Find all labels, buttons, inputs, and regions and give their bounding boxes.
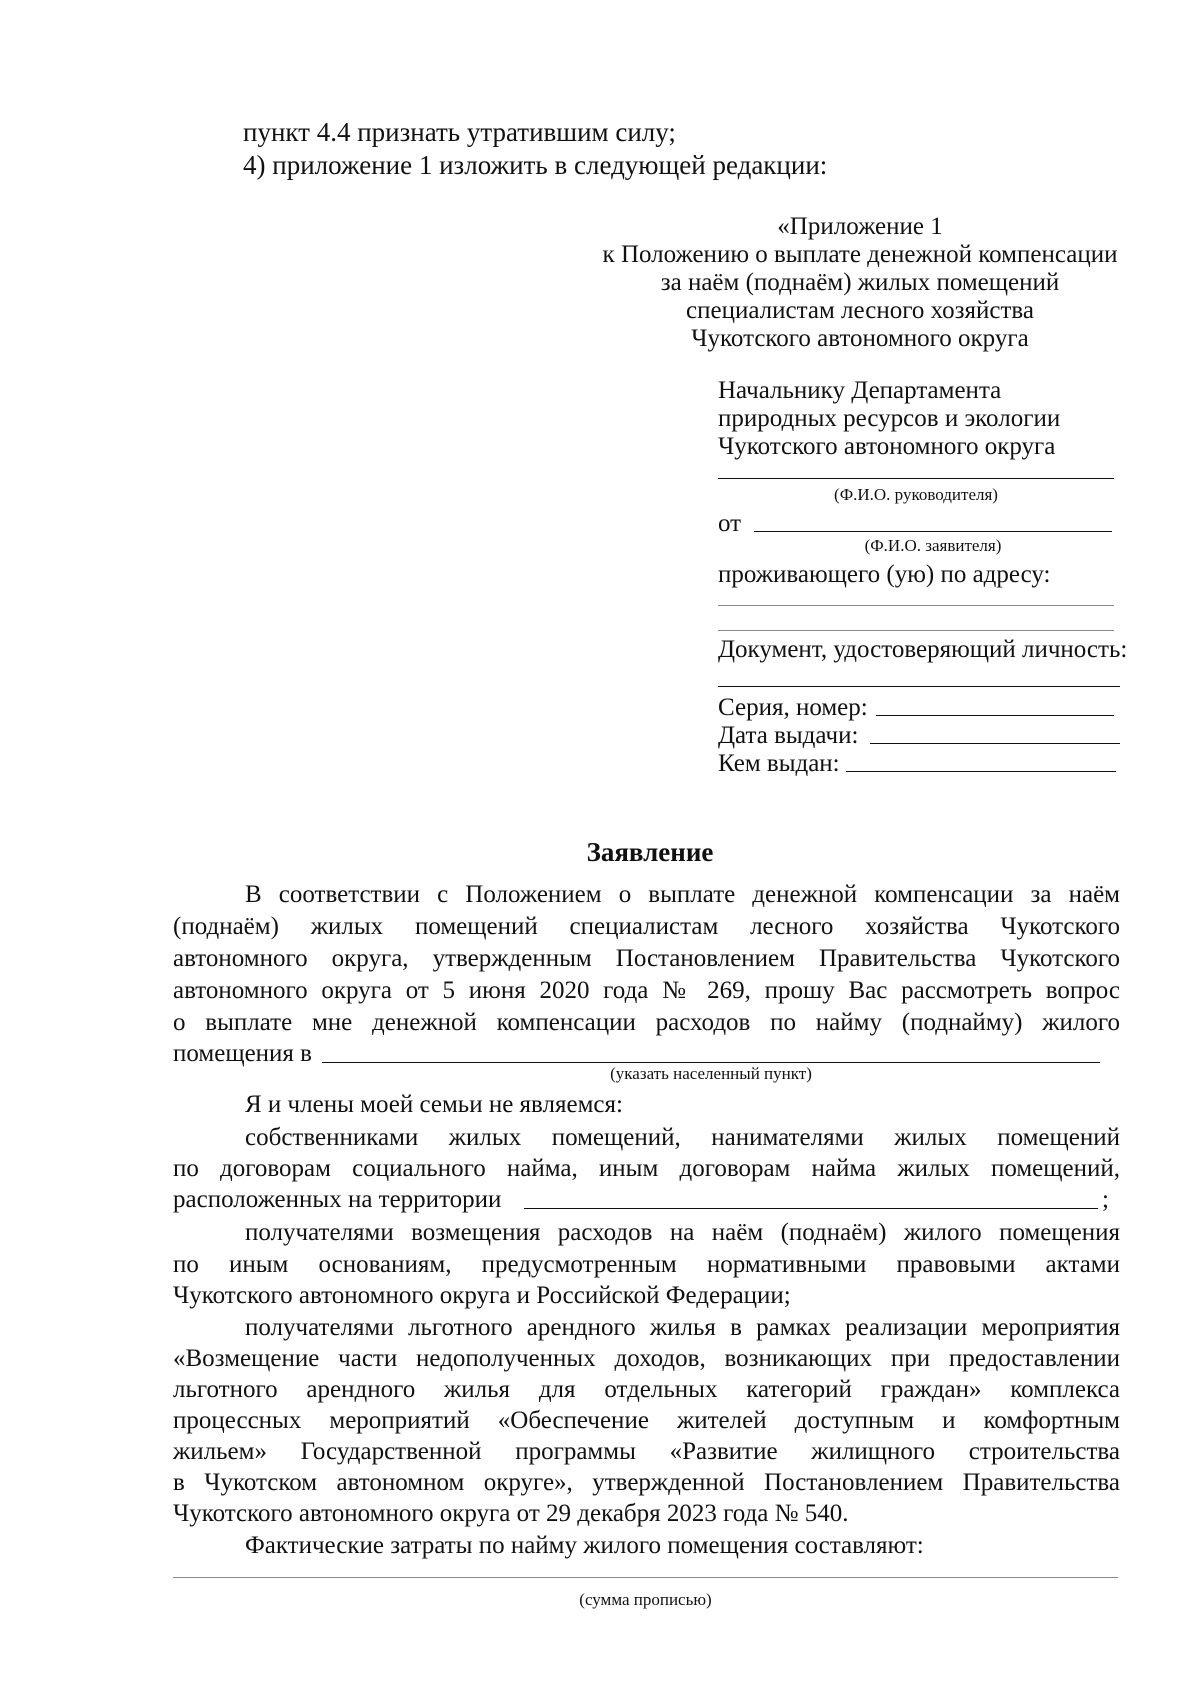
- appendix-line-4: специалистам лесного хозяйства: [686, 297, 1034, 324]
- appendix-line-1: «Приложение 1: [777, 213, 943, 240]
- intro-line-1: пункт 4.4 признать утратившим силу;: [243, 117, 676, 147]
- addressee-line-3: Чукотского автономного округа: [718, 433, 1056, 460]
- p1-line-2: (поднаём) жилых помещений специалистам лесного хозяйства Чукотского: [173, 913, 1120, 940]
- p3-line-2: по иным основаниям, предусмотренным нормативными правовыми актами: [173, 1251, 1120, 1278]
- statement-title: Заявление: [586, 837, 714, 867]
- head-name-field[interactable]: [718, 478, 1114, 479]
- residence-label: проживающего (ую) по адресу:: [718, 561, 1051, 588]
- appendix-line-3: за наём (поднаём) жилых помещений: [660, 269, 1060, 296]
- address-field-line-2[interactable]: [718, 630, 1114, 631]
- p1-line-6: помещения в: [173, 1040, 312, 1067]
- p1-line-3: автономного округа, утвержденным Постановлением Правительства Чукотского: [173, 945, 1120, 972]
- locality-caption: (указать населенный пункт): [610, 1064, 812, 1083]
- p2-line-3: расположенных на территории: [173, 1186, 502, 1213]
- head-name-caption: (Ф.И.О. руководителя): [834, 485, 998, 504]
- intro-line-2: 4) приложение 1 изложить в следующей редакции:: [243, 150, 828, 180]
- address-field-line-1[interactable]: [718, 605, 1114, 606]
- p4-line-3: льготного арендного жилья для отдельных категорий граждан» комплекса: [173, 1376, 1120, 1403]
- p4-line-1: получателями льготного арендного жилья в рамках реализации мероприятия: [245, 1314, 1120, 1341]
- addressee-line-1: Начальнику Департамента: [718, 377, 1002, 404]
- p2-end-semicolon: ;: [1102, 1186, 1109, 1213]
- issued-by-field[interactable]: [846, 771, 1116, 772]
- p4-line-6: в Чукотском автономном округе», утвержденной Постановлением Правительства: [173, 1469, 1120, 1496]
- p3-line-1: получателями возмещения расходов на наём (поднаём) жилого помещения: [245, 1219, 1120, 1246]
- p4-line-5: жильем» Государственной программы «Развитие жилищного строительства: [173, 1438, 1120, 1465]
- applicant-name-caption: (Ф.И.О. заявителя): [864, 536, 1002, 555]
- applicant-name-field[interactable]: [754, 531, 1112, 532]
- p4-line-4: процессных мероприятий «Обеспечение жителей доступным и комфортным: [173, 1407, 1120, 1434]
- family-intro: Я и члены моей семьи не являемся:: [245, 1091, 623, 1118]
- issued-by-label: Кем выдан:: [718, 750, 840, 777]
- from-label: от: [718, 510, 742, 537]
- series-field[interactable]: [876, 715, 1114, 716]
- series-label: Серия, номер:: [718, 694, 868, 721]
- sum-field[interactable]: [173, 1577, 1118, 1578]
- addressee-line-2: природных ресурсов и экологии: [718, 405, 1061, 432]
- p1-line-5: о выплате мне денежной компенсации расходов по найму (поднайму) жилого: [173, 1009, 1120, 1036]
- locality-field[interactable]: [322, 1062, 1100, 1063]
- id-doc-label: Документ, удостоверяющий личность:: [718, 636, 1128, 663]
- p2-line-1: собственниками жилых помещений, нанимателями жилых помещений: [245, 1124, 1120, 1151]
- p4-line-2: «Возмещение части недополученных доходов, возникающих при предоставлении: [173, 1345, 1120, 1372]
- p2-line-2: по договорам социального найма, иным договорам найма жилых помещений,: [173, 1155, 1120, 1182]
- p4-line-7: Чукотского автономного округа от 29 декабря 2023 года № 540.: [173, 1500, 849, 1527]
- p3-line-3: Чукотского автономного округа и Российской Федерации;: [173, 1282, 791, 1309]
- territory-field[interactable]: [524, 1208, 1098, 1209]
- appendix-line-5: Чукотского автономного округа: [691, 325, 1029, 352]
- issue-date-label: Дата выдачи:: [718, 722, 859, 749]
- issue-date-field[interactable]: [870, 743, 1120, 744]
- costs-line: Фактические затраты по найму жилого помещения составляют:: [245, 1532, 924, 1559]
- sum-caption: (сумма прописью): [579, 1590, 712, 1609]
- id-doc-field[interactable]: [718, 686, 1120, 687]
- appendix-line-2: к Положению о выплате денежной компенсации: [602, 241, 1118, 268]
- p1-line-4: автономного округа от 5 июня 2020 года № 269, прошу Вас рассмотреть вопрос: [173, 977, 1120, 1004]
- p1-line-1: В соответствии с Положением о выплате денежной компенсации за наём: [245, 881, 1120, 908]
